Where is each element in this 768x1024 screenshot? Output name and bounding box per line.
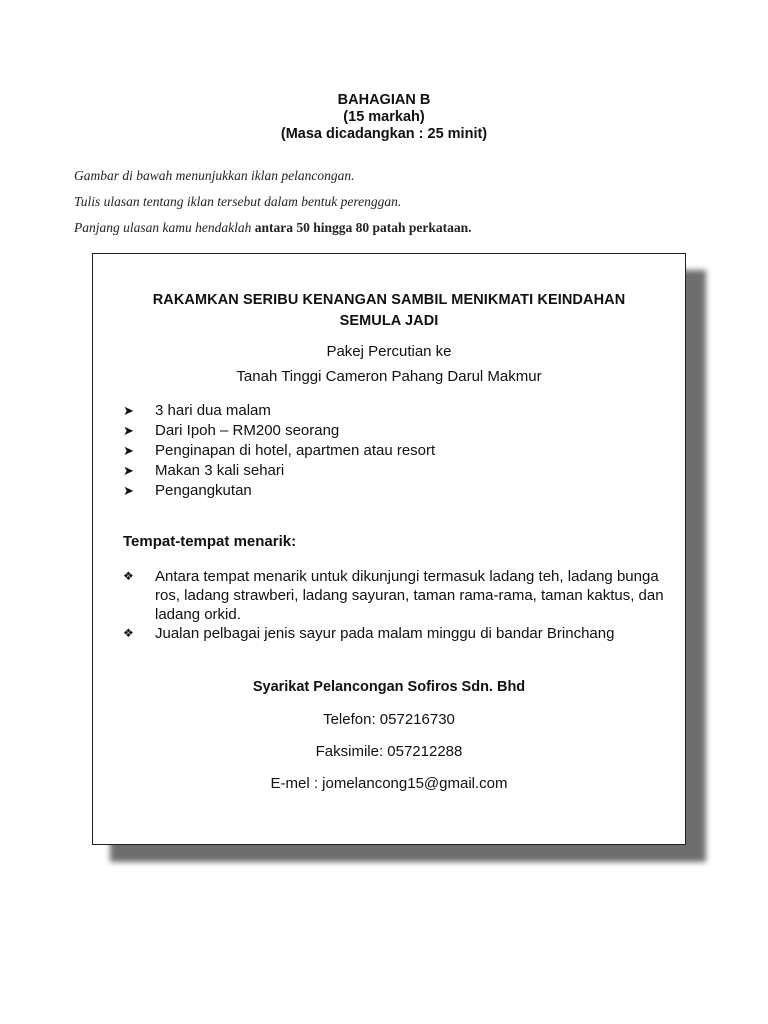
email-address: E-mel : jomelancong15@gmail.com (270, 775, 508, 792)
instruction-3-bold: antara 50 hingga 80 patah perkataan. (254, 220, 472, 235)
package-destination: Tanah Tinggi Cameron Pahang Darul Makmur (236, 368, 542, 385)
list-item (123, 421, 663, 441)
instruction-2: Tulis ulasan tentang iklan tersebut dalam bentuk perenggan. (74, 194, 402, 209)
list-item (123, 567, 683, 624)
instructions (74, 168, 714, 246)
ad-headline (93, 290, 685, 332)
instruction-3-italic: Panjang ulasan kamu hendaklah (74, 220, 255, 235)
section-header (0, 92, 768, 143)
attractions-heading: Tempat-tempat menarik: (123, 533, 297, 550)
feature-text: Penginapan di hotel, apartmen atau resort (155, 442, 436, 459)
instruction-3 (74, 220, 714, 236)
list-item (123, 441, 663, 461)
list-item (123, 461, 663, 481)
instruction-1: Gambar di bawah menunjukkan iklan pelancongan. (74, 168, 355, 183)
feature-text: Pengangkutan (155, 482, 252, 499)
arrow-bullet-icon: ➤ (123, 463, 134, 478)
arrow-bullet-icon: ➤ (123, 443, 134, 458)
list-item (123, 401, 663, 421)
section-marks: (15 markah) (343, 109, 425, 125)
arrow-bullet-icon: ➤ (123, 423, 134, 438)
section-time: (Masa dicadangkan : 25 minit) (280, 126, 488, 142)
section-title: BAHAGIAN B (337, 92, 431, 108)
list-item (123, 624, 683, 643)
arrow-bullet-icon: ➤ (123, 403, 134, 418)
list-item (123, 481, 663, 501)
attraction-text: Antara tempat menarik untuk dikunjungi termasuk ladang teh, ladang bunga ros, ladang strawberi, ladang sayuran, taman rama-rama, taman kaktus, dan ladang orkid. (155, 568, 664, 623)
diamond-bullet-icon: ❖ (123, 569, 134, 583)
package-title: Pakej Percutian ke (326, 343, 452, 360)
attraction-text: Jualan pelbagai jenis sayur pada malam minggu di bandar Brinchang (155, 625, 615, 642)
attractions-list (123, 567, 683, 643)
advertisement-box (92, 253, 686, 845)
company-name: Syarikat Pelancongan Sofiros Sdn. Bhd (252, 679, 526, 695)
arrow-bullet-icon: ➤ (123, 483, 134, 498)
feature-text: Makan 3 kali sehari (155, 462, 285, 479)
phone-number: Telefon: 057216730 (323, 711, 455, 728)
feature-text: 3 hari dua malam (155, 402, 271, 419)
diamond-bullet-icon: ❖ (123, 626, 134, 640)
feature-text: Dari Ipoh – RM200 seorang (155, 422, 340, 439)
fax-number: Faksimile: 057212288 (315, 743, 463, 760)
ad-headline-line-1: RAKAMKAN SERIBU KENANGAN SAMBIL MENIKMATI KEINDAHAN (152, 292, 626, 308)
feature-list (123, 401, 663, 501)
ad-headline-line-2: SEMULA JADI (339, 313, 439, 329)
